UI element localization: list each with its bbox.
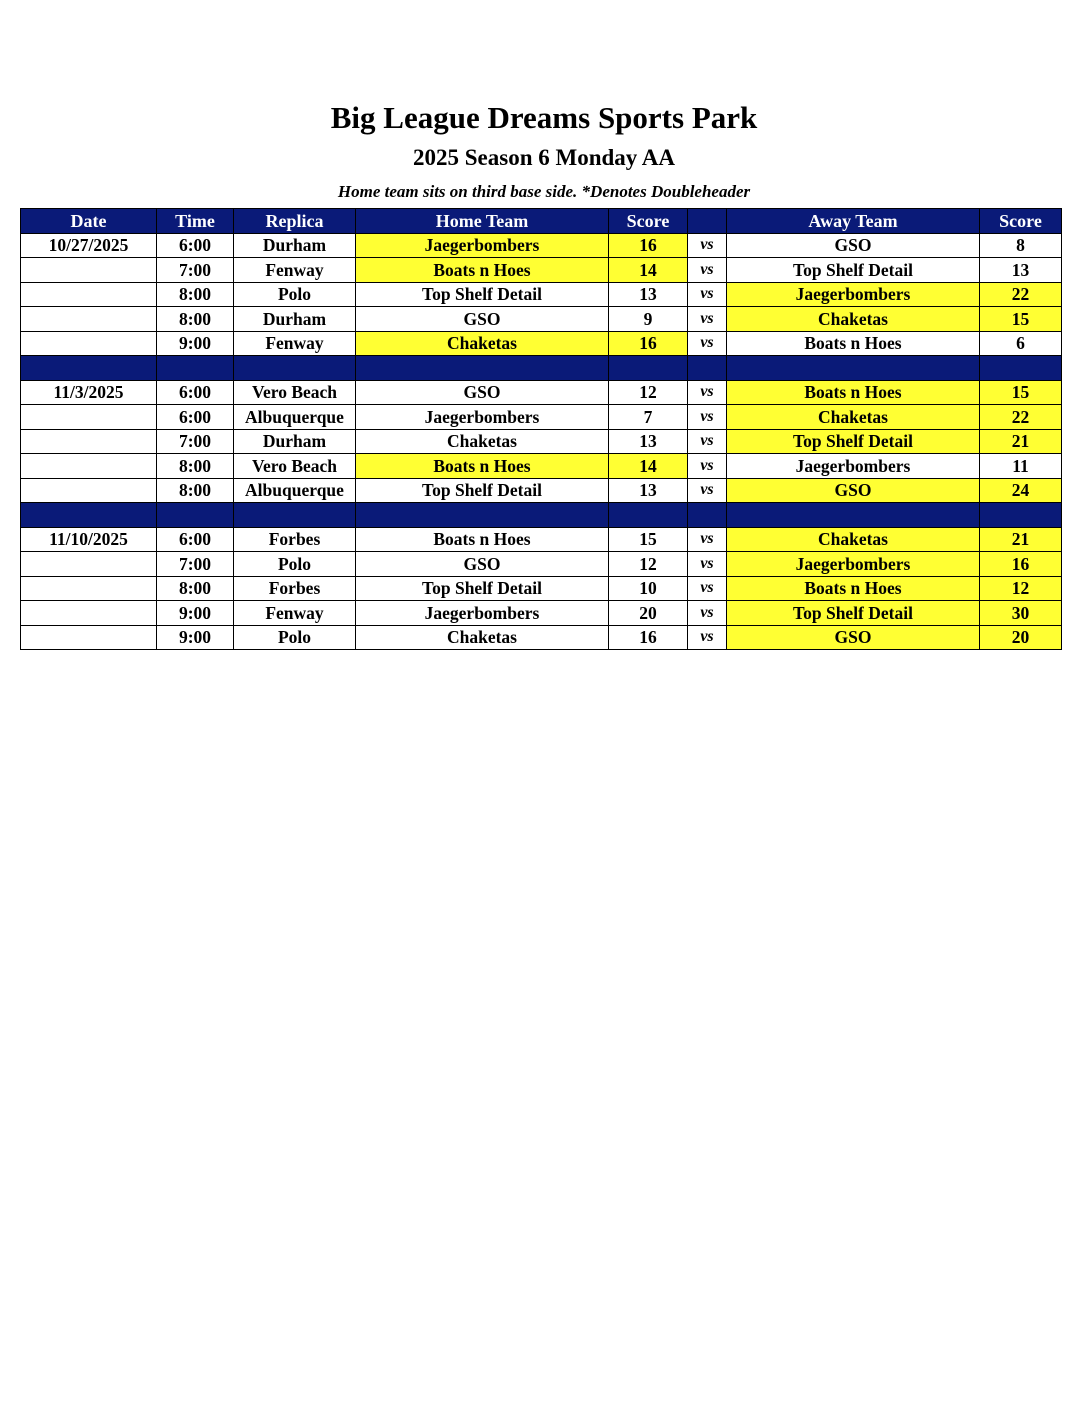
separator-cell <box>356 503 609 528</box>
cell-vs: vs <box>688 552 727 577</box>
cell-home-team: Boats n Hoes <box>356 527 609 552</box>
cell-vs: vs <box>688 258 727 283</box>
separator-cell <box>21 356 157 381</box>
cell-time: 6:00 <box>157 405 234 430</box>
cell-away-team: Boats n Hoes <box>727 576 980 601</box>
cell-home-score: 7 <box>609 405 688 430</box>
cell-vs: vs <box>688 454 727 479</box>
table-row <box>21 258 1062 283</box>
schedule-body <box>21 233 1062 650</box>
col-replica-header: Replica <box>234 209 356 234</box>
cell-away-team: Jaegerbombers <box>727 454 980 479</box>
cell-replica: Albuquerque <box>234 405 356 430</box>
table-row <box>21 380 1062 405</box>
cell-home-score: 13 <box>609 282 688 307</box>
cell-away-team: Boats n Hoes <box>727 331 980 356</box>
cell-home-team: Top Shelf Detail <box>356 576 609 601</box>
cell-time: 8:00 <box>157 576 234 601</box>
week-separator-row <box>21 503 1062 528</box>
separator-cell <box>234 503 356 528</box>
cell-time: 9:00 <box>157 331 234 356</box>
cell-replica: Forbes <box>234 576 356 601</box>
season-subtitle: 2025 Season 6 Monday AA <box>413 145 675 170</box>
cell-date <box>21 552 157 577</box>
cell-away-score: 11 <box>980 454 1062 479</box>
table-row <box>21 405 1062 430</box>
cell-date <box>21 405 157 430</box>
col-home-score-header: Score <box>609 209 688 234</box>
cell-date <box>21 454 157 479</box>
cell-home-team: Chaketas <box>356 429 609 454</box>
cell-away-team: Chaketas <box>727 405 980 430</box>
cell-home-team: Jaegerbombers <box>356 233 609 258</box>
cell-vs: vs <box>688 282 727 307</box>
cell-vs: vs <box>688 307 727 332</box>
separator-cell <box>688 503 727 528</box>
cell-away-team: Jaegerbombers <box>727 552 980 577</box>
cell-replica: Forbes <box>234 527 356 552</box>
cell-vs: vs <box>688 380 727 405</box>
cell-home-team: Top Shelf Detail <box>356 478 609 503</box>
cell-date <box>21 429 157 454</box>
cell-date: 11/10/2025 <box>21 527 157 552</box>
cell-time: 6:00 <box>157 380 234 405</box>
cell-time: 8:00 <box>157 454 234 479</box>
cell-time: 8:00 <box>157 307 234 332</box>
cell-away-team: Top Shelf Detail <box>727 258 980 283</box>
cell-away-team: GSO <box>727 233 980 258</box>
cell-away-team: Top Shelf Detail <box>727 601 980 626</box>
cell-away-team: Jaegerbombers <box>727 282 980 307</box>
cell-home-score: 16 <box>609 625 688 650</box>
cell-home-team: Chaketas <box>356 625 609 650</box>
schedule-note: Home team sits on third base side. *Denotes Doubleheader <box>337 182 751 201</box>
cell-away-score: 15 <box>980 307 1062 332</box>
cell-replica: Fenway <box>234 601 356 626</box>
week-separator-row <box>21 356 1062 381</box>
cell-away-score: 16 <box>980 552 1062 577</box>
table-row <box>21 454 1062 479</box>
cell-date <box>21 625 157 650</box>
cell-date <box>21 307 157 332</box>
cell-replica: Polo <box>234 552 356 577</box>
cell-time: 6:00 <box>157 233 234 258</box>
page-title: Big League Dreams Sports Park <box>330 100 758 135</box>
cell-home-score: 14 <box>609 258 688 283</box>
separator-cell <box>609 503 688 528</box>
cell-time: 9:00 <box>157 625 234 650</box>
cell-date <box>21 331 157 356</box>
header-row <box>21 209 1062 234</box>
cell-time: 8:00 <box>157 282 234 307</box>
cell-vs: vs <box>688 429 727 454</box>
cell-home-score: 13 <box>609 429 688 454</box>
cell-replica: Durham <box>234 429 356 454</box>
cell-time: 6:00 <box>157 527 234 552</box>
table-row <box>21 282 1062 307</box>
table-row <box>21 625 1062 650</box>
cell-replica: Polo <box>234 282 356 307</box>
cell-vs: vs <box>688 331 727 356</box>
cell-home-score: 12 <box>609 380 688 405</box>
separator-cell <box>234 356 356 381</box>
cell-replica: Polo <box>234 625 356 650</box>
cell-vs: vs <box>688 601 727 626</box>
col-away-score-header: Score <box>980 209 1062 234</box>
cell-date <box>21 282 157 307</box>
separator-cell <box>609 356 688 381</box>
col-vs-header <box>688 209 727 234</box>
cell-home-team: Chaketas <box>356 331 609 356</box>
separator-cell <box>356 356 609 381</box>
cell-vs: vs <box>688 478 727 503</box>
cell-away-score: 20 <box>980 625 1062 650</box>
table-row <box>21 331 1062 356</box>
col-time-header: Time <box>157 209 234 234</box>
cell-away-team: GSO <box>727 625 980 650</box>
cell-away-score: 21 <box>980 429 1062 454</box>
cell-home-score: 20 <box>609 601 688 626</box>
cell-time: 7:00 <box>157 429 234 454</box>
cell-home-team: GSO <box>356 307 609 332</box>
separator-cell <box>21 503 157 528</box>
col-date-header: Date <box>21 209 157 234</box>
cell-time: 9:00 <box>157 601 234 626</box>
cell-date: 10/27/2025 <box>21 233 157 258</box>
cell-replica: Durham <box>234 307 356 332</box>
cell-home-team: GSO <box>356 380 609 405</box>
separator-cell <box>157 356 234 381</box>
table-row <box>21 233 1062 258</box>
cell-date <box>21 258 157 283</box>
cell-away-team: Chaketas <box>727 307 980 332</box>
col-away-team-header: Away Team <box>727 209 980 234</box>
cell-away-score: 21 <box>980 527 1062 552</box>
table-row <box>21 576 1062 601</box>
cell-home-score: 13 <box>609 478 688 503</box>
cell-away-team: Top Shelf Detail <box>727 429 980 454</box>
separator-cell <box>727 356 980 381</box>
cell-home-score: 10 <box>609 576 688 601</box>
cell-away-score: 6 <box>980 331 1062 356</box>
cell-away-team: Chaketas <box>727 527 980 552</box>
cell-vs: vs <box>688 405 727 430</box>
cell-away-score: 15 <box>980 380 1062 405</box>
cell-home-score: 15 <box>609 527 688 552</box>
cell-home-team: Top Shelf Detail <box>356 282 609 307</box>
cell-home-score: 16 <box>609 233 688 258</box>
table-row <box>21 601 1062 626</box>
cell-home-score: 14 <box>609 454 688 479</box>
table-row <box>21 478 1062 503</box>
cell-replica: Albuquerque <box>234 478 356 503</box>
cell-replica: Durham <box>234 233 356 258</box>
cell-replica: Vero Beach <box>234 454 356 479</box>
table-row <box>21 527 1062 552</box>
cell-vs: vs <box>688 625 727 650</box>
schedule-table <box>20 208 1062 650</box>
table-row <box>21 429 1062 454</box>
cell-replica: Fenway <box>234 258 356 283</box>
cell-date: 11/3/2025 <box>21 380 157 405</box>
cell-date <box>21 576 157 601</box>
cell-away-score: 22 <box>980 282 1062 307</box>
cell-home-team: GSO <box>356 552 609 577</box>
cell-time: 7:00 <box>157 552 234 577</box>
cell-away-score: 24 <box>980 478 1062 503</box>
cell-vs: vs <box>688 576 727 601</box>
separator-cell <box>727 503 980 528</box>
cell-vs: vs <box>688 527 727 552</box>
col-home-team-header: Home Team <box>356 209 609 234</box>
separator-cell <box>157 503 234 528</box>
table-row <box>21 552 1062 577</box>
cell-away-team: GSO <box>727 478 980 503</box>
cell-home-team: Boats n Hoes <box>356 454 609 479</box>
cell-date <box>21 478 157 503</box>
separator-cell <box>980 356 1062 381</box>
cell-home-score: 9 <box>609 307 688 332</box>
cell-home-score: 12 <box>609 552 688 577</box>
cell-home-score: 16 <box>609 331 688 356</box>
cell-date <box>21 601 157 626</box>
cell-home-team: Jaegerbombers <box>356 601 609 626</box>
cell-away-team: Boats n Hoes <box>727 380 980 405</box>
cell-away-score: 30 <box>980 601 1062 626</box>
cell-away-score: 22 <box>980 405 1062 430</box>
cell-away-score: 12 <box>980 576 1062 601</box>
cell-replica: Fenway <box>234 331 356 356</box>
cell-replica: Vero Beach <box>234 380 356 405</box>
cell-home-team: Jaegerbombers <box>356 405 609 430</box>
cell-time: 8:00 <box>157 478 234 503</box>
cell-home-team: Boats n Hoes <box>356 258 609 283</box>
cell-away-score: 13 <box>980 258 1062 283</box>
cell-vs: vs <box>688 233 727 258</box>
separator-cell <box>688 356 727 381</box>
cell-away-score: 8 <box>980 233 1062 258</box>
table-row <box>21 307 1062 332</box>
separator-cell <box>980 503 1062 528</box>
cell-time: 7:00 <box>157 258 234 283</box>
